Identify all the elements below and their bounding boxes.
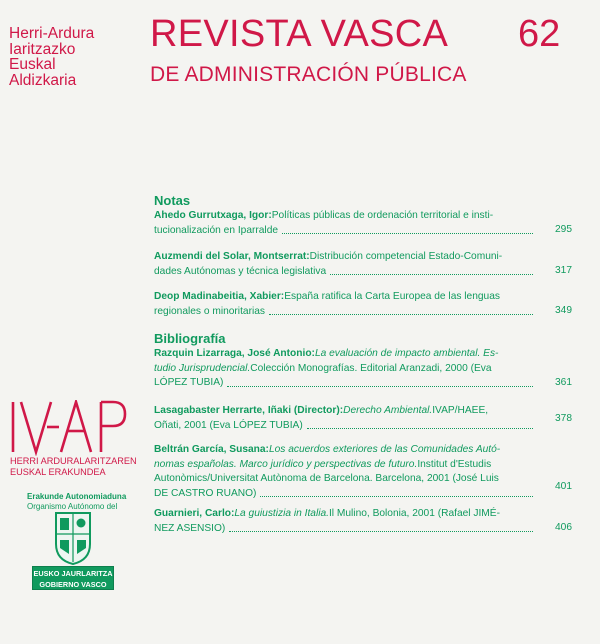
publisher-line: Aldizkaria <box>9 71 77 89</box>
leader-dots <box>227 376 533 387</box>
journal-title: REVISTA VASCA <box>150 13 449 55</box>
government-band-line: EUSKO JAURLARITZA <box>33 569 113 578</box>
entry-author: Guarnieri, Carlo: <box>154 508 235 519</box>
page-number: 406 <box>555 522 572 533</box>
entry-title: dades Autónomas y técnica legislativa <box>154 265 327 277</box>
entry-title: Derecho Ambiental. <box>343 405 433 416</box>
issue-number: 62 <box>518 13 561 55</box>
entry-reviewer: DE CASTRO RUANO) <box>154 487 257 499</box>
entry-details: Autonòmics/Universitat Autònoma de Barcelona. Barcelona, 2001 (José Luis <box>154 473 499 484</box>
entry-reviewer: NEZ ASENSIO) <box>154 522 226 534</box>
entry-title: tucionalización en Iparralde <box>154 224 279 236</box>
entry-author: Ahedo Gurrutxaga, Igor: <box>154 210 272 221</box>
government-caption <box>27 492 126 511</box>
leader-dots <box>269 305 533 316</box>
ivap-logo <box>9 400 129 456</box>
toc-entry[interactable] <box>154 507 539 536</box>
publisher-line: Euskal <box>9 56 56 73</box>
entry-details: Colección Monografías. Editorial Aranzadi, 2000 (Eva <box>250 362 492 374</box>
entry-title: Políticas públicas de ordenación territorial e insti- <box>271 210 494 221</box>
toc-entry[interactable] <box>154 290 539 319</box>
section-heading-notas: Notas <box>154 193 191 208</box>
section-heading-bibliografia: Bibliografía <box>154 331 226 346</box>
leader-dots <box>282 224 533 235</box>
page-number: 361 <box>555 377 572 388</box>
entry-details: Institut d'Estudis <box>417 458 492 470</box>
page-number: 378 <box>555 413 572 424</box>
page-number: 317 <box>555 265 572 276</box>
government-caption-line: Organismo Autónomo del <box>27 501 118 511</box>
entry-author: Deop Madinabeitia, Xabier: <box>154 291 285 302</box>
government-band <box>32 566 114 590</box>
entry-details: Il Mulino, Bolonia, 2001 (Rafael JIMÉ- <box>328 508 500 519</box>
entry-title: Distribución competencial Estado-Comuni- <box>309 251 503 262</box>
journal-subtitle: DE ADMINISTRACIÓN PÚBLICA <box>150 63 467 86</box>
ivap-subtitle <box>10 456 137 477</box>
toc-entry[interactable] <box>154 404 539 433</box>
entry-title: España ratifica la Carta Europea de las lenguas <box>284 291 500 302</box>
leader-dots <box>229 522 533 533</box>
page-number: 401 <box>555 481 572 492</box>
publisher-line: Iaritzazko <box>9 40 76 58</box>
entry-title: nomas españolas. Marco jurídico y perspectivas de futuro. <box>154 458 418 470</box>
leader-dots <box>307 419 533 430</box>
page-number: 295 <box>555 224 572 235</box>
page-number: 349 <box>555 305 572 316</box>
toc-entry[interactable] <box>154 347 539 391</box>
ivap-subtitle-line: HERRI ARDURALARITZAREN <box>10 456 137 466</box>
entry-author: Auzmendi del Solar, Montserrat: <box>154 251 310 262</box>
entry-author: Lasagabaster Herrarte, Iñaki (Director): <box>154 405 344 416</box>
ivap-subtitle-line: EUSKAL ERAKUNDEA <box>10 466 106 477</box>
toc-entry[interactable] <box>154 209 539 238</box>
entry-title: La evaluación de impacto ambiental. Es- <box>314 348 499 359</box>
entry-details: IVAP/HAEE, <box>432 405 489 416</box>
entry-author: Razquin Lizarraga, José Antonio: <box>154 348 315 359</box>
entry-title: regionales o minoritarias <box>154 305 265 317</box>
entry-title: tudio Jurisprudencial. <box>154 362 251 374</box>
entry-reviewer: Oñati, 2001 (Eva LÓPEZ TUBIA) <box>154 419 303 431</box>
leader-dots <box>260 487 533 498</box>
publisher-name <box>9 26 129 88</box>
entry-author: Beltrán García, Susana: <box>154 444 269 455</box>
toc-entry[interactable] <box>154 250 539 279</box>
entry-title: Los acuerdos exteriores de las Comunidades Autó- <box>268 444 501 455</box>
entry-reviewer: LÓPEZ TUBIA) <box>154 377 224 388</box>
toc-entry[interactable] <box>154 443 539 501</box>
basque-government-shield-icon <box>53 510 93 566</box>
government-band-line: GOBIERNO VASCO <box>39 579 107 589</box>
leader-dots <box>330 265 533 276</box>
publisher-line: Herri-Ardura <box>9 25 95 42</box>
government-caption-line: Erakunde Autonomiaduna <box>27 492 127 501</box>
entry-title: La guiustizia in Italia. <box>234 508 329 519</box>
